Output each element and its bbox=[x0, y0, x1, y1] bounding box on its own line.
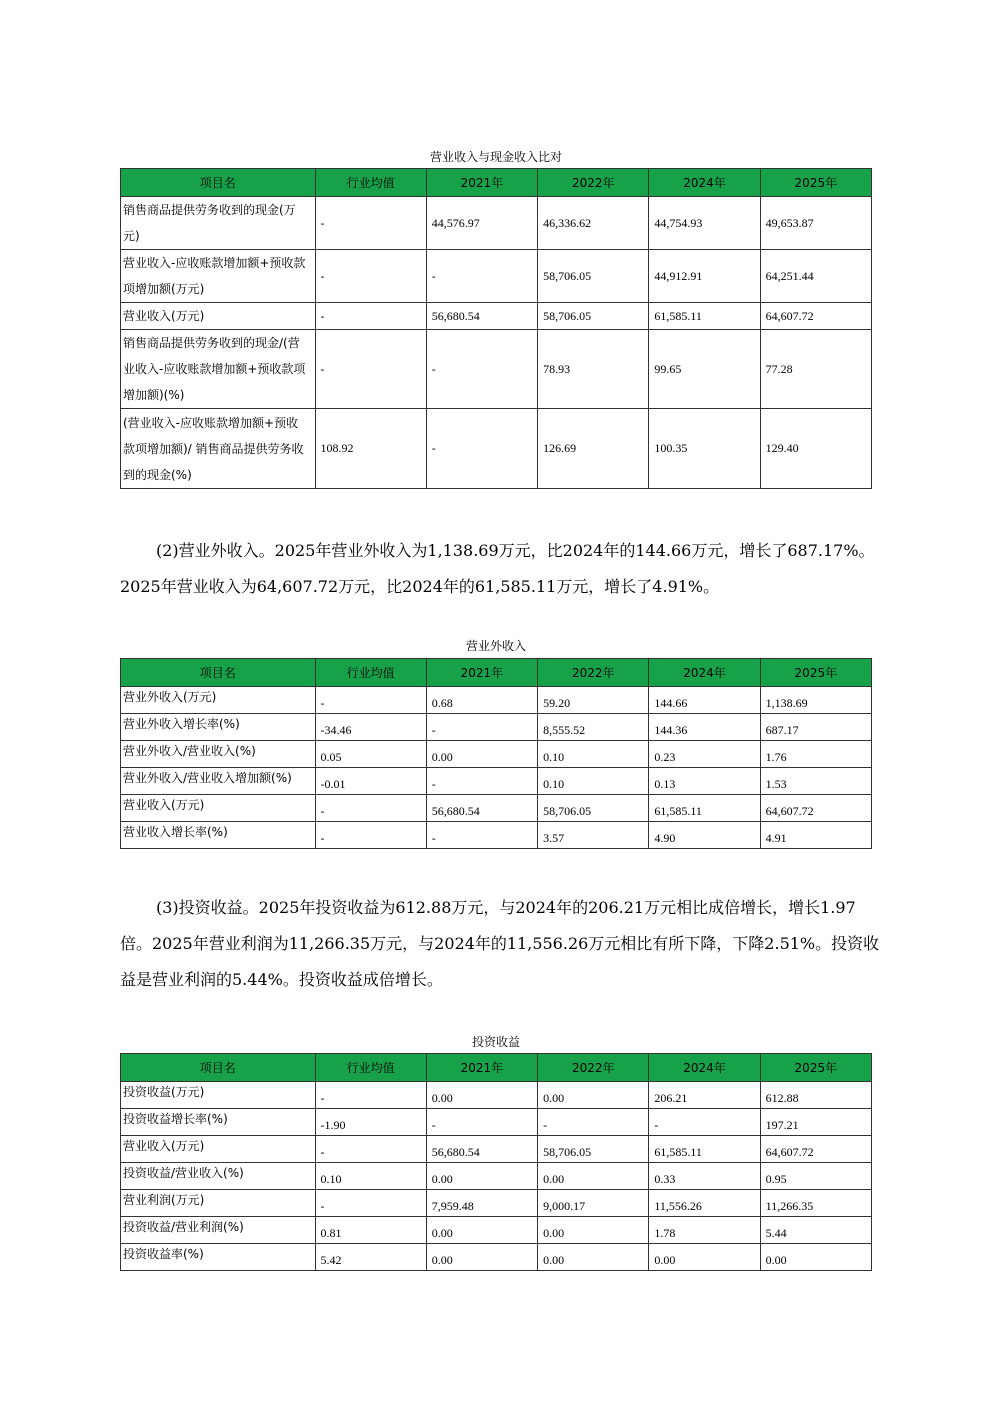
column-header: 2022年 bbox=[538, 169, 649, 197]
cell-value: - bbox=[426, 714, 537, 741]
cell-value: 11,556.26 bbox=[649, 1190, 760, 1217]
table-row bbox=[121, 303, 872, 330]
table-row bbox=[121, 1136, 872, 1163]
cell-value: 64,607.72 bbox=[760, 1136, 871, 1163]
cell-value: 0.05 bbox=[315, 741, 426, 768]
cell-value: - bbox=[426, 768, 537, 795]
row-label: (营业收入-应收账款增加额+预收款项增加额)/ 销售商品提供劳务收到的现金(%) bbox=[121, 409, 316, 489]
cell-value: 44,576.97 bbox=[426, 197, 537, 250]
cell-value: 11,266.35 bbox=[760, 1190, 871, 1217]
row-label: 投资收益增长率(%) bbox=[121, 1109, 316, 1136]
cell-value: 612.88 bbox=[760, 1082, 871, 1109]
table-row bbox=[121, 795, 872, 822]
row-label: 营业外收入增长率(%) bbox=[121, 714, 316, 741]
row-label: 销售商品提供劳务收到的现金(万元) bbox=[121, 197, 316, 250]
table-row bbox=[121, 714, 872, 741]
header-row bbox=[121, 659, 872, 687]
cell-value: - bbox=[315, 687, 426, 714]
cell-value: 64,607.72 bbox=[760, 303, 871, 330]
cell-value: - bbox=[315, 250, 426, 303]
cell-value: -1.90 bbox=[315, 1109, 426, 1136]
row-label: 营业利润(万元) bbox=[121, 1190, 316, 1217]
cell-value: 56,680.54 bbox=[426, 795, 537, 822]
cell-value: 0.81 bbox=[315, 1217, 426, 1244]
cell-value: 687.17 bbox=[760, 714, 871, 741]
row-label: 投资收益(万元) bbox=[121, 1082, 316, 1109]
column-header: 2021年 bbox=[426, 659, 537, 687]
cell-value: 59.20 bbox=[538, 687, 649, 714]
column-header: 2025年 bbox=[760, 659, 871, 687]
cell-value: 0.10 bbox=[538, 741, 649, 768]
table2 bbox=[120, 658, 872, 849]
cell-value: -0.01 bbox=[315, 768, 426, 795]
column-header: 2025年 bbox=[760, 1054, 871, 1082]
table-row bbox=[121, 197, 872, 250]
cell-value: -34.46 bbox=[315, 714, 426, 741]
cell-value: 1.76 bbox=[760, 741, 871, 768]
cell-value: 8,555.52 bbox=[538, 714, 649, 741]
table2-caption: 营业外收入 bbox=[465, 639, 526, 653]
cell-value: 0.95 bbox=[760, 1163, 871, 1190]
column-header: 2024年 bbox=[649, 659, 760, 687]
cell-value: 44,912.91 bbox=[649, 250, 760, 303]
row-label: 营业外收入/营业收入增加额(%) bbox=[121, 768, 316, 795]
cell-value: 0.00 bbox=[649, 1244, 760, 1271]
column-header: 2021年 bbox=[426, 1054, 537, 1082]
column-header: 2021年 bbox=[426, 169, 537, 197]
cell-value: 126.69 bbox=[538, 409, 649, 489]
column-header: 2022年 bbox=[538, 1054, 649, 1082]
cell-value: - bbox=[426, 822, 537, 849]
cell-value: 58,706.05 bbox=[538, 795, 649, 822]
table-row bbox=[121, 741, 872, 768]
cell-value: - bbox=[315, 303, 426, 330]
cell-value: 0.00 bbox=[538, 1163, 649, 1190]
cell-value: 5.44 bbox=[760, 1217, 871, 1244]
cell-value: 1,138.69 bbox=[760, 687, 871, 714]
table-row bbox=[121, 1190, 872, 1217]
cell-value: 64,251.44 bbox=[760, 250, 871, 303]
cell-value: 7,959.48 bbox=[426, 1190, 537, 1217]
table1-caption: 营业收入与现金收入比对 bbox=[429, 150, 562, 164]
cell-value: - bbox=[649, 1109, 760, 1136]
cell-value: 0.23 bbox=[649, 741, 760, 768]
column-header: 行业均值 bbox=[315, 659, 426, 687]
row-label: 营业收入(万元) bbox=[121, 1136, 316, 1163]
column-header: 项目名 bbox=[121, 1054, 316, 1082]
cell-value: 9,000.17 bbox=[538, 1190, 649, 1217]
row-label: 投资收益/营业收入(%) bbox=[121, 1163, 316, 1190]
cell-value: 78.93 bbox=[538, 330, 649, 409]
cell-value: 58,706.05 bbox=[538, 1136, 649, 1163]
cell-value: 0.10 bbox=[315, 1163, 426, 1190]
cell-value: 0.13 bbox=[649, 768, 760, 795]
cell-value: 0.00 bbox=[426, 741, 537, 768]
table-row bbox=[121, 409, 872, 489]
cell-value: 46,336.62 bbox=[538, 197, 649, 250]
column-header: 行业均值 bbox=[315, 1054, 426, 1082]
cell-value: 0.33 bbox=[649, 1163, 760, 1190]
cell-value: - bbox=[315, 1082, 426, 1109]
table-row bbox=[121, 250, 872, 303]
column-header: 2024年 bbox=[649, 169, 760, 197]
header-row bbox=[121, 1054, 872, 1082]
cell-value: 1.78 bbox=[649, 1217, 760, 1244]
cell-value: - bbox=[315, 795, 426, 822]
table-row bbox=[121, 1217, 872, 1244]
row-label: 营业收入(万元) bbox=[121, 303, 316, 330]
cell-value: 197.21 bbox=[760, 1109, 871, 1136]
column-header: 项目名 bbox=[121, 659, 316, 687]
table-row bbox=[121, 822, 872, 849]
paragraph-investment-income: (3)投资收益。2025年投资收益为612.88万元，与2024年的206.21万元相比成倍增长，增长1.97倍。2025年营业利润为11,266.35万元，与2024年的11,556.26万元相比有所下降，下降2.51%。投资收益是营业利润的5.44%。投资收益成倍增长。 bbox=[120, 898, 880, 989]
column-header: 项目名 bbox=[121, 169, 316, 197]
cell-value: - bbox=[315, 197, 426, 250]
cell-value: 1.53 bbox=[760, 768, 871, 795]
cell-value: 108.92 bbox=[315, 409, 426, 489]
cell-value: 61,585.11 bbox=[649, 1136, 760, 1163]
column-header: 行业均值 bbox=[315, 169, 426, 197]
column-header: 2024年 bbox=[649, 1054, 760, 1082]
row-label: 投资收益率(%) bbox=[121, 1244, 316, 1271]
cell-value: - bbox=[426, 330, 537, 409]
cell-value: 77.28 bbox=[760, 330, 871, 409]
row-label: 营业外收入(万元) bbox=[121, 687, 316, 714]
column-header: 2022年 bbox=[538, 659, 649, 687]
cell-value: - bbox=[315, 1190, 426, 1217]
cell-value: - bbox=[538, 1109, 649, 1136]
table-row bbox=[121, 1244, 872, 1271]
cell-value: 0.00 bbox=[538, 1244, 649, 1271]
table-row bbox=[121, 768, 872, 795]
cell-value: 144.66 bbox=[649, 687, 760, 714]
cell-value: 0.00 bbox=[760, 1244, 871, 1271]
cell-value: 64,607.72 bbox=[760, 795, 871, 822]
cell-value: 56,680.54 bbox=[426, 303, 537, 330]
cell-value: 3.57 bbox=[538, 822, 649, 849]
row-label: 销售商品提供劳务收到的现金/(营业收入-应收账款增加额+预收款项增加额)(%) bbox=[121, 330, 316, 409]
cell-value: 0.10 bbox=[538, 768, 649, 795]
table-row bbox=[121, 1082, 872, 1109]
cell-value: 99.65 bbox=[649, 330, 760, 409]
table1 bbox=[120, 168, 872, 489]
cell-value: - bbox=[315, 1136, 426, 1163]
cell-value: 5.42 bbox=[315, 1244, 426, 1271]
cell-value: 4.90 bbox=[649, 822, 760, 849]
cell-value: 61,585.11 bbox=[649, 795, 760, 822]
cell-value: - bbox=[426, 409, 537, 489]
paragraph-non-operating-income: (2)营业外收入。2025年营业外收入为1,138.69万元，比2024年的144.66万元，增长了687.17%。2025年营业收入为64,607.72万元，比2024年的61,585.11万元，增长了4.91%。 bbox=[120, 541, 875, 596]
cell-value: 61,585.11 bbox=[649, 303, 760, 330]
row-label: 营业收入增长率(%) bbox=[121, 822, 316, 849]
row-label: 营业收入-应收账款增加额+预收款项增加额(万元) bbox=[121, 250, 316, 303]
cell-value: - bbox=[426, 250, 537, 303]
cell-value: 129.40 bbox=[760, 409, 871, 489]
cell-value: 44,754.93 bbox=[649, 197, 760, 250]
cell-value: 0.00 bbox=[426, 1244, 537, 1271]
cell-value: 100.35 bbox=[649, 409, 760, 489]
cell-value: 0.00 bbox=[426, 1082, 537, 1109]
cell-value: 206.21 bbox=[649, 1082, 760, 1109]
row-label: 投资收益/营业利润(%) bbox=[121, 1217, 316, 1244]
cell-value: - bbox=[426, 1109, 537, 1136]
column-header: 2025年 bbox=[760, 169, 871, 197]
cell-value: 144.36 bbox=[649, 714, 760, 741]
cell-value: 0.00 bbox=[426, 1163, 537, 1190]
cell-value: 58,706.05 bbox=[538, 303, 649, 330]
cell-value: 4.91 bbox=[760, 822, 871, 849]
cell-value: 0.00 bbox=[538, 1217, 649, 1244]
cell-value: 58,706.05 bbox=[538, 250, 649, 303]
table-row bbox=[121, 1163, 872, 1190]
row-label: 营业外收入/营业收入(%) bbox=[121, 741, 316, 768]
header-row bbox=[121, 169, 872, 197]
cell-value: 0.68 bbox=[426, 687, 537, 714]
table-row bbox=[121, 687, 872, 714]
cell-value: 49,653.87 bbox=[760, 197, 871, 250]
table-row bbox=[121, 1109, 872, 1136]
table3-caption: 投资收益 bbox=[471, 1035, 520, 1049]
table-row bbox=[121, 330, 872, 409]
cell-value: - bbox=[315, 330, 426, 409]
cell-value: - bbox=[315, 822, 426, 849]
cell-value: 56,680.54 bbox=[426, 1136, 537, 1163]
table3 bbox=[120, 1053, 872, 1271]
cell-value: 0.00 bbox=[538, 1082, 649, 1109]
row-label: 营业收入(万元) bbox=[121, 795, 316, 822]
cell-value: 0.00 bbox=[426, 1217, 537, 1244]
